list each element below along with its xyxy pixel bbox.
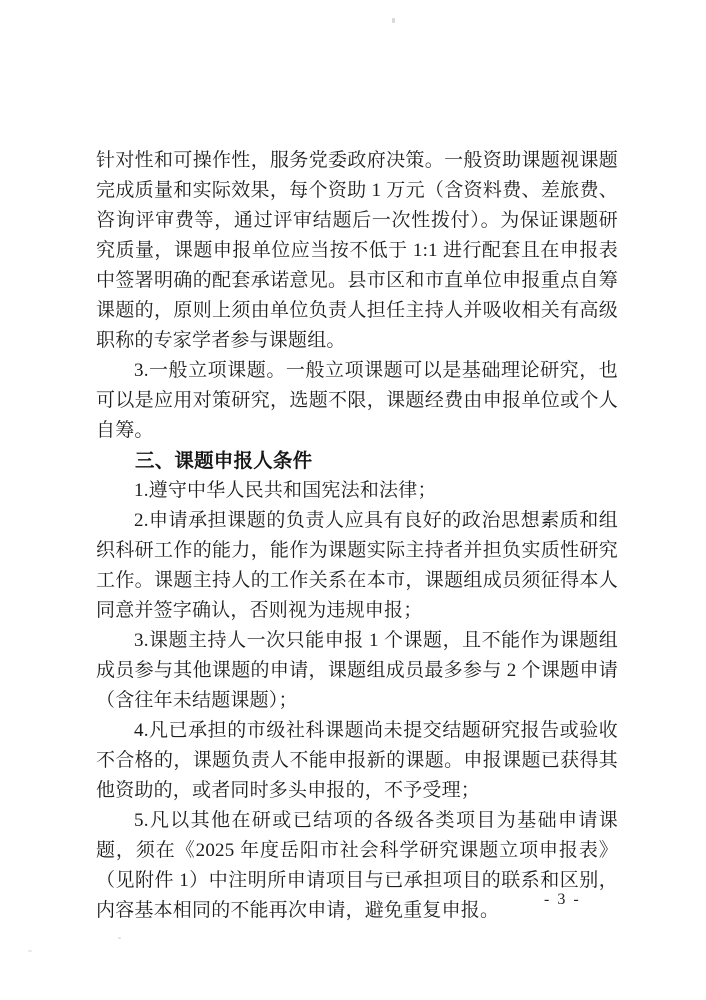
document-text-block: [96, 146, 618, 926]
scan-speck: [392, 18, 395, 23]
condition-item-5: 5.凡以其他在研或已结项的各级各类项目为基础申请课题，须在《2025 年度岳阳市社会科学研究课题立项申报表》（见附件 1）中注明所申请项目与已承担项目的联系和区别，内容基本相同的不能再次申请，避免重复申报。: [96, 810, 618, 921]
page-number: - 3 -: [544, 891, 581, 908]
paragraph-general-project: 3.一般立项课题。一般立项课题可以是基础理论研究，也可以是应用对策研究，选题不限，课题经费由申报单位或个人自筹。: [96, 360, 618, 441]
condition-item-4: 4.凡已承担的市级社科课题尚未提交结题研究报告或验收不合格的，课题负责人不能申报新的课题。申报课题已获得其他资助的，或者同时多头申报的，不予受理；: [96, 720, 618, 801]
condition-item-3: 3.课题主持人一次只能申报 1 个课题，且不能作为课题组成员参与其他课题的申请，课题组成员最多参与 2 个课题申请（含往年未结题课题）；: [96, 630, 618, 711]
condition-item-1: 1.遵守中华人民共和国宪法和法律；: [134, 480, 437, 501]
paragraph-continuation: 针对性和可操作性，服务党委政府决策。一般资助课题视课题完成质量和实际效果，每个资助 1 万元（含资料费、差旅费、咨询评审费等，通过评审结题后一次性拨付）。为保证课题研究质量，课题申报单位应当按不低于 1:1 进行配套且在申报表中签署明确的配套承诺意见。县市区和市直单位申报重点自筹课题的，原则上须由单位负责人担任主持人并吸收相关有高级职称的专家学者参与课题组。: [96, 150, 618, 351]
condition-item-2: 2.申请承担课题的负责人应具有良好的政治思想素质和组织科研工作的能力，能作为课题实际主持者并担负实质性研究工作。课题主持人的工作关系在本市，课题组成员须征得本人同意并签字确认，否则视为违规申报；: [96, 510, 618, 621]
scan-speck: [118, 937, 121, 939]
section-heading: 三、课题申报人条件: [135, 450, 313, 472]
scan-speck: [28, 950, 32, 952]
